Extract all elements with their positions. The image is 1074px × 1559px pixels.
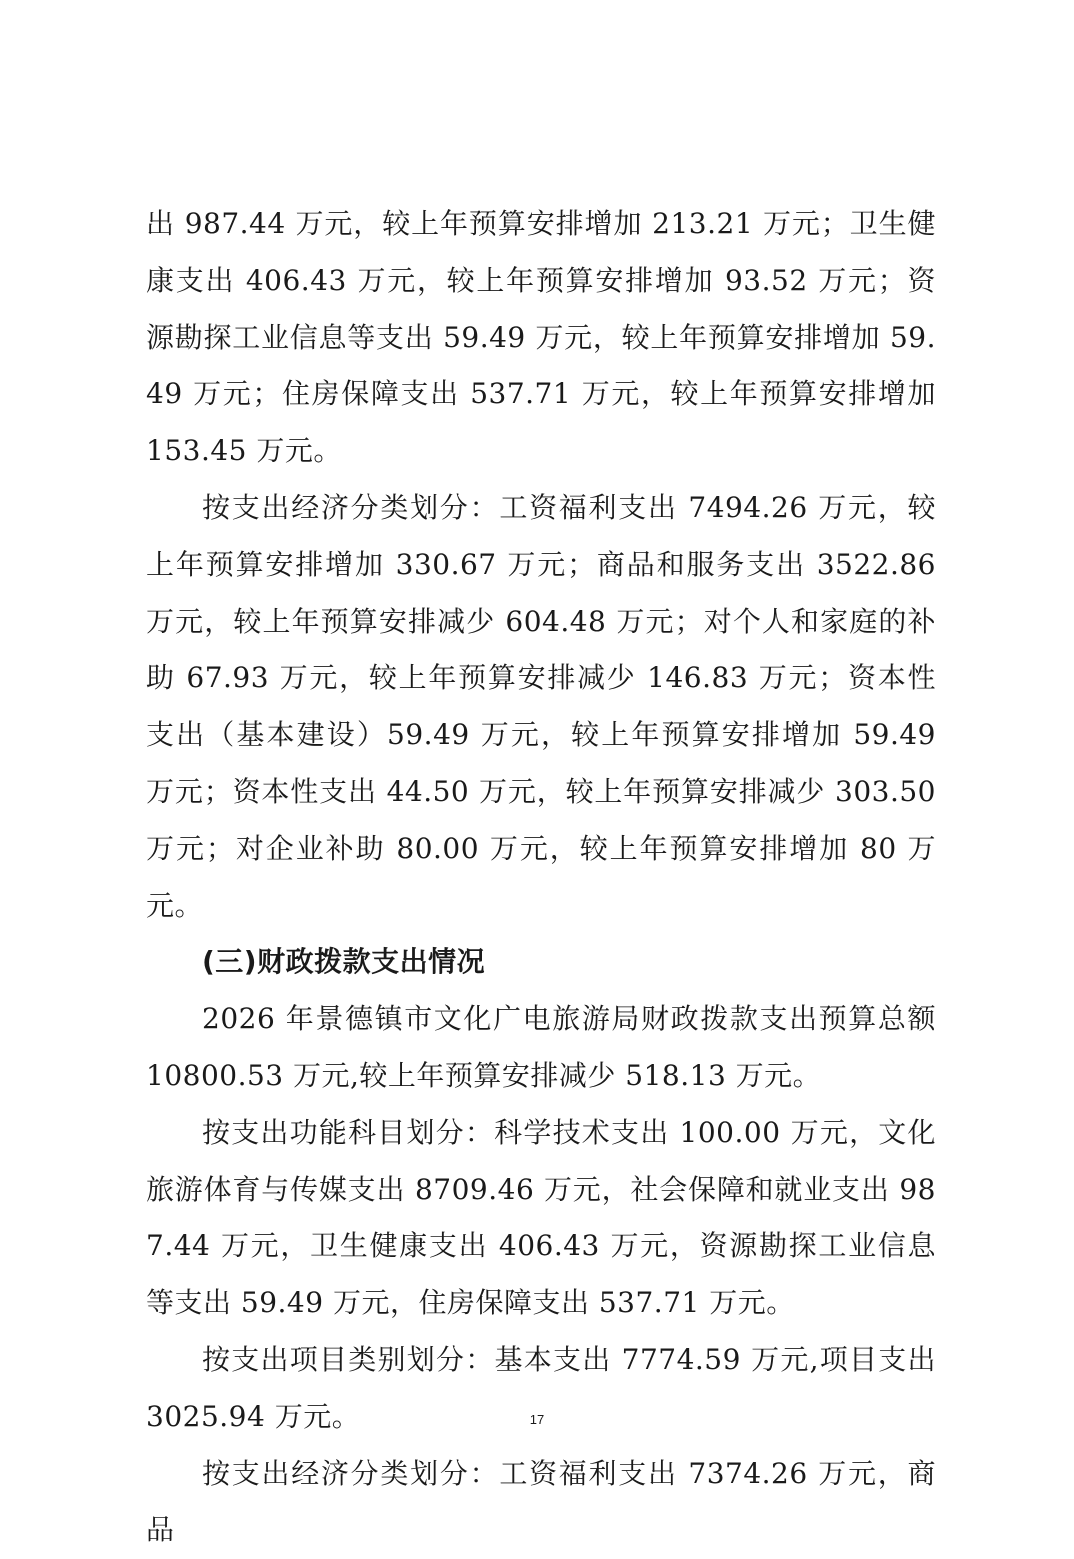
page-number: 17 bbox=[529, 1412, 545, 1427]
paragraph-economic-classification: 按支出经济分类划分：工资福利支出 7494.26 万元，较上年预算安排增加 330.67 万元；商品和服务支出 3522.86 万元，较上年预算安排减少 604.48 万元；对个人和家庭的补助 67.93 万元，较上年预算安排减少 146.83 万元；资本性支出（基本建设）59.49 万元，较上年预算安排增加 59.49 万元；资本性支出 44.50 万元，较上年预算安排减少 303.50 万元；对企业补助 80.00 万元，较上年预算安排增加 80 万元。 bbox=[146, 490, 936, 922]
paragraph-project-category: 按支出项目类别划分：基本支出 7774.59 万元,项目支出 3025.94 万元。 bbox=[146, 1342, 936, 1433]
paragraph-economic-classification-appropriation: 按支出经济分类划分：工资福利支出 7374.26 万元，商品 bbox=[146, 1456, 936, 1547]
paragraph-functional-classification: 按支出功能科目划分：科学技术支出 100.00 万元，文化旅游体育与传媒支出 8709.46 万元，社会保障和就业支出 987.44 万元，卫生健康支出 406.43 万元，资源勘探工业信息等支出 59.49 万元，住房保障支出 537.71 万元。 bbox=[146, 1115, 936, 1320]
paragraph-total-appropriation: 2026 年景德镇市文化广电旅游局财政拨款支出预算总额 10800.53 万元,较上年预算安排减少 518.13 万元。 bbox=[146, 1002, 936, 1092]
page-body bbox=[146, 196, 936, 1559]
section-heading-fiscal-appropriation: (三)财政拨款支出情况 bbox=[202, 945, 486, 979]
paragraph-functional-expenditure-continued: 出 987.44 万元，较上年预算安排增加 213.21 万元；卫生健康支出 406.43 万元，较上年预算安排增加 93.52 万元；资源勘探工业信息等支出 59.49 万元，较上年预算安排增加 59.49 万元；住房保障支出 537.71 万元，较上年预算安排增加 153.45 万元。 bbox=[146, 207, 936, 468]
